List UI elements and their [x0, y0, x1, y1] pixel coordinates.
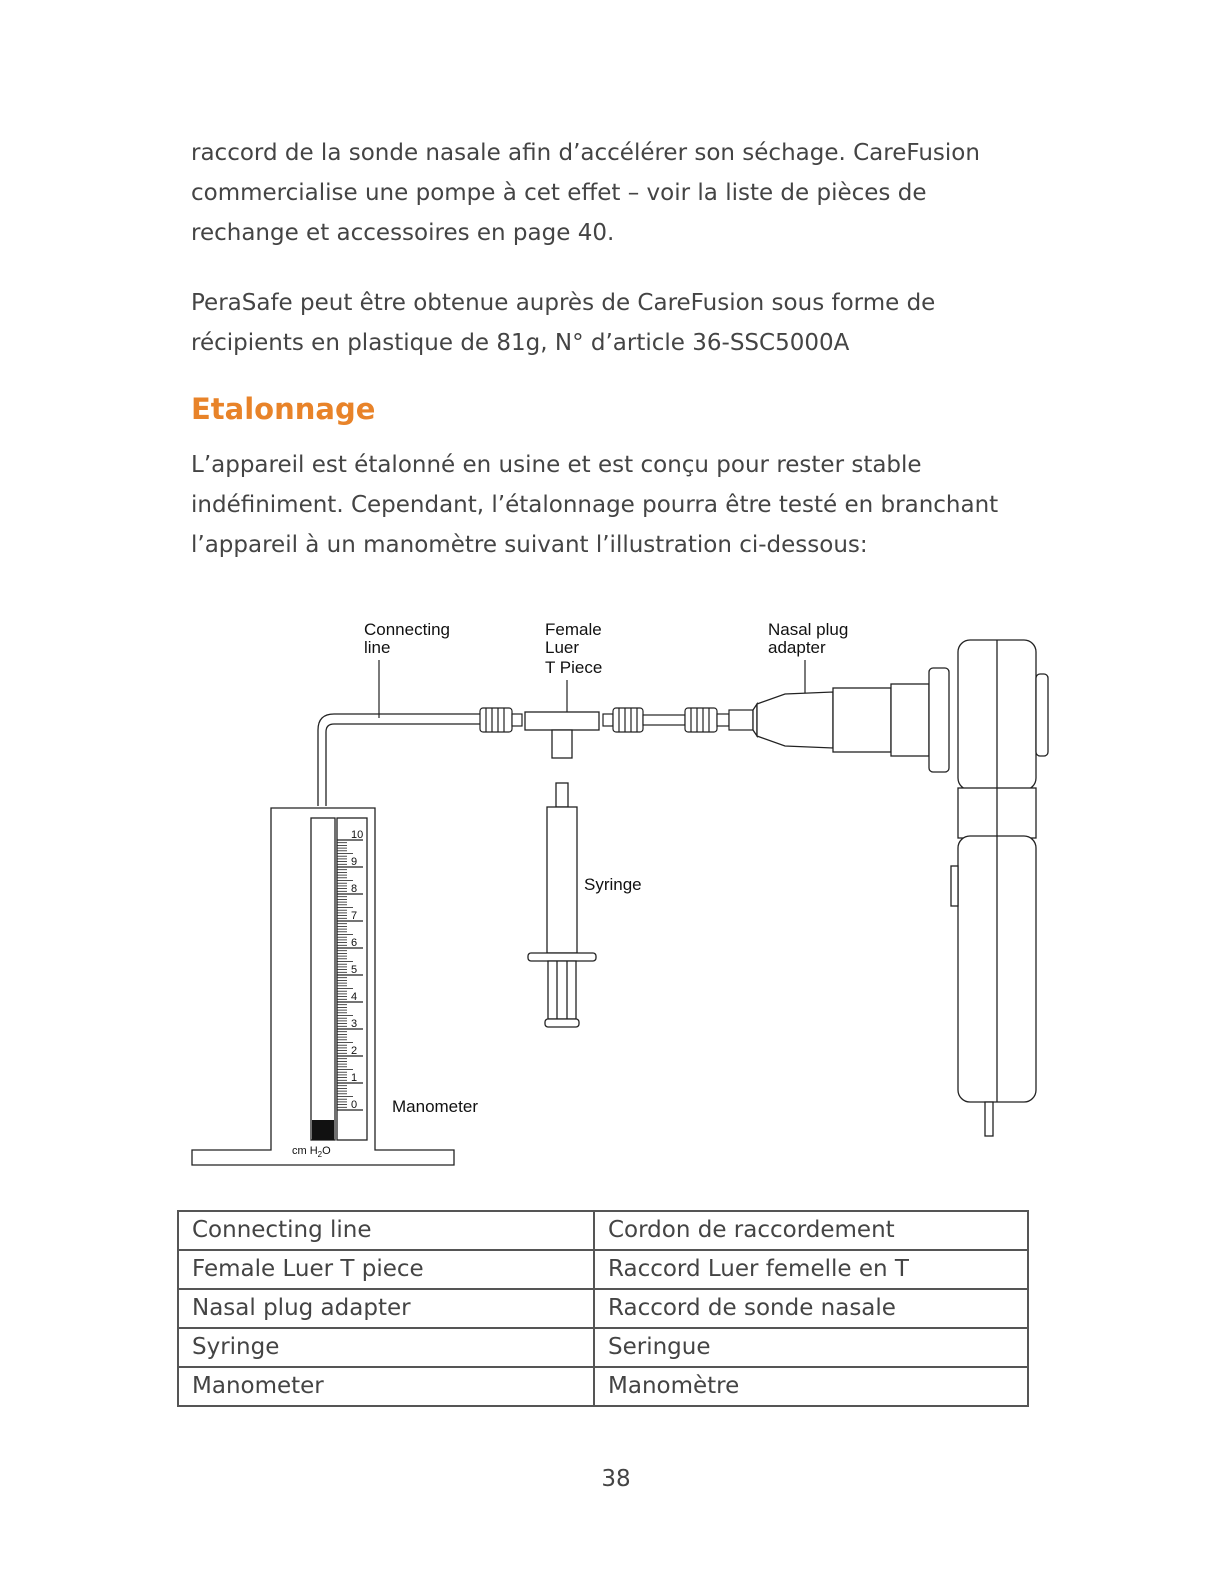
table-cell-fr: Seringue: [594, 1328, 1028, 1367]
text-line: indéfiniment. Cependant, l’étalonnage pourra être testé en branchant: [191, 492, 999, 518]
table-cell-fr: Manomètre: [594, 1367, 1028, 1406]
table-cell-fr: Raccord Luer femelle en T: [594, 1250, 1028, 1289]
table-cell-en: Connecting line: [178, 1211, 594, 1250]
t-piece-label: Female Luer T Piece: [545, 620, 603, 677]
paragraph-calibration: [191, 445, 1051, 565]
scale-label: 10: [351, 829, 364, 841]
table-row: [178, 1211, 1028, 1250]
table-row: [178, 1367, 1028, 1406]
syringe: [528, 783, 596, 1027]
table-cell-fr: Cordon de raccordement: [594, 1211, 1028, 1250]
text-line: l’appareil à un manomètre suivant l’illustration ci-dessous:: [191, 532, 868, 558]
scale-label: 0: [351, 1099, 358, 1111]
table-row: [178, 1328, 1028, 1367]
connecting-line-label: Connecting line: [364, 620, 451, 657]
scale-label: 7: [351, 910, 358, 922]
nasal-adapter: [753, 684, 929, 756]
text-line: PeraSafe peut être obtenue auprès de CareFusion sous forme de: [191, 290, 936, 316]
syringe-label: Syringe: [584, 875, 642, 894]
luer-connector-left: [480, 708, 522, 732]
scale-label: 2: [351, 1045, 358, 1057]
paragraph-perasafe: [191, 283, 1051, 363]
table-cell-en: Female Luer T piece: [178, 1250, 594, 1289]
text-line: rechange et accessoires en page 40.: [191, 220, 615, 246]
manometer-unit: cm $H_2O$: [292, 1145, 331, 1159]
translation-table: [177, 1210, 1029, 1407]
scale-label: 1: [351, 1072, 358, 1084]
connecting-tube: [318, 714, 480, 806]
luer-connector-middle: [603, 708, 685, 732]
text-line: récipients en plastique de 81g, N° d’article 36-SSC5000A: [191, 330, 850, 356]
scale-label: 8: [351, 883, 358, 895]
table-row: [178, 1289, 1028, 1328]
table-row: [178, 1250, 1028, 1289]
manometer-label: Manometer: [392, 1097, 478, 1116]
table-cell-fr: Raccord de sonde nasale: [594, 1289, 1028, 1328]
nasal-adapter-label: Nasal plug adapter: [768, 620, 849, 657]
text-line: commercialise une pompe à cet effet – voir la liste de pièces de: [191, 180, 927, 206]
luer-connector-right: [685, 708, 753, 732]
page-number: 38: [601, 1466, 631, 1492]
text-line: L’appareil est étalonné en usine et est conçu pour rester stable: [191, 452, 922, 478]
scale-label: 4: [351, 991, 358, 1003]
paragraph-drying: [191, 133, 1051, 253]
scale-label: 3: [351, 1018, 358, 1030]
scale-label: 9: [351, 856, 358, 868]
text-line: raccord de la sonde nasale afin d’accélérer son séchage. CareFusion: [191, 140, 980, 166]
table-cell-en: Manometer: [178, 1367, 594, 1406]
calibration-diagram: [185, 610, 1055, 1170]
table-cell-en: Syringe: [178, 1328, 594, 1367]
t-piece: [525, 712, 599, 758]
meter-device: [929, 640, 1048, 1136]
section-heading: Etalonnage: [191, 392, 376, 426]
scale-label: 5: [351, 964, 358, 976]
table-cell-en: Nasal plug adapter: [178, 1289, 594, 1328]
scale-label: 6: [351, 937, 358, 949]
